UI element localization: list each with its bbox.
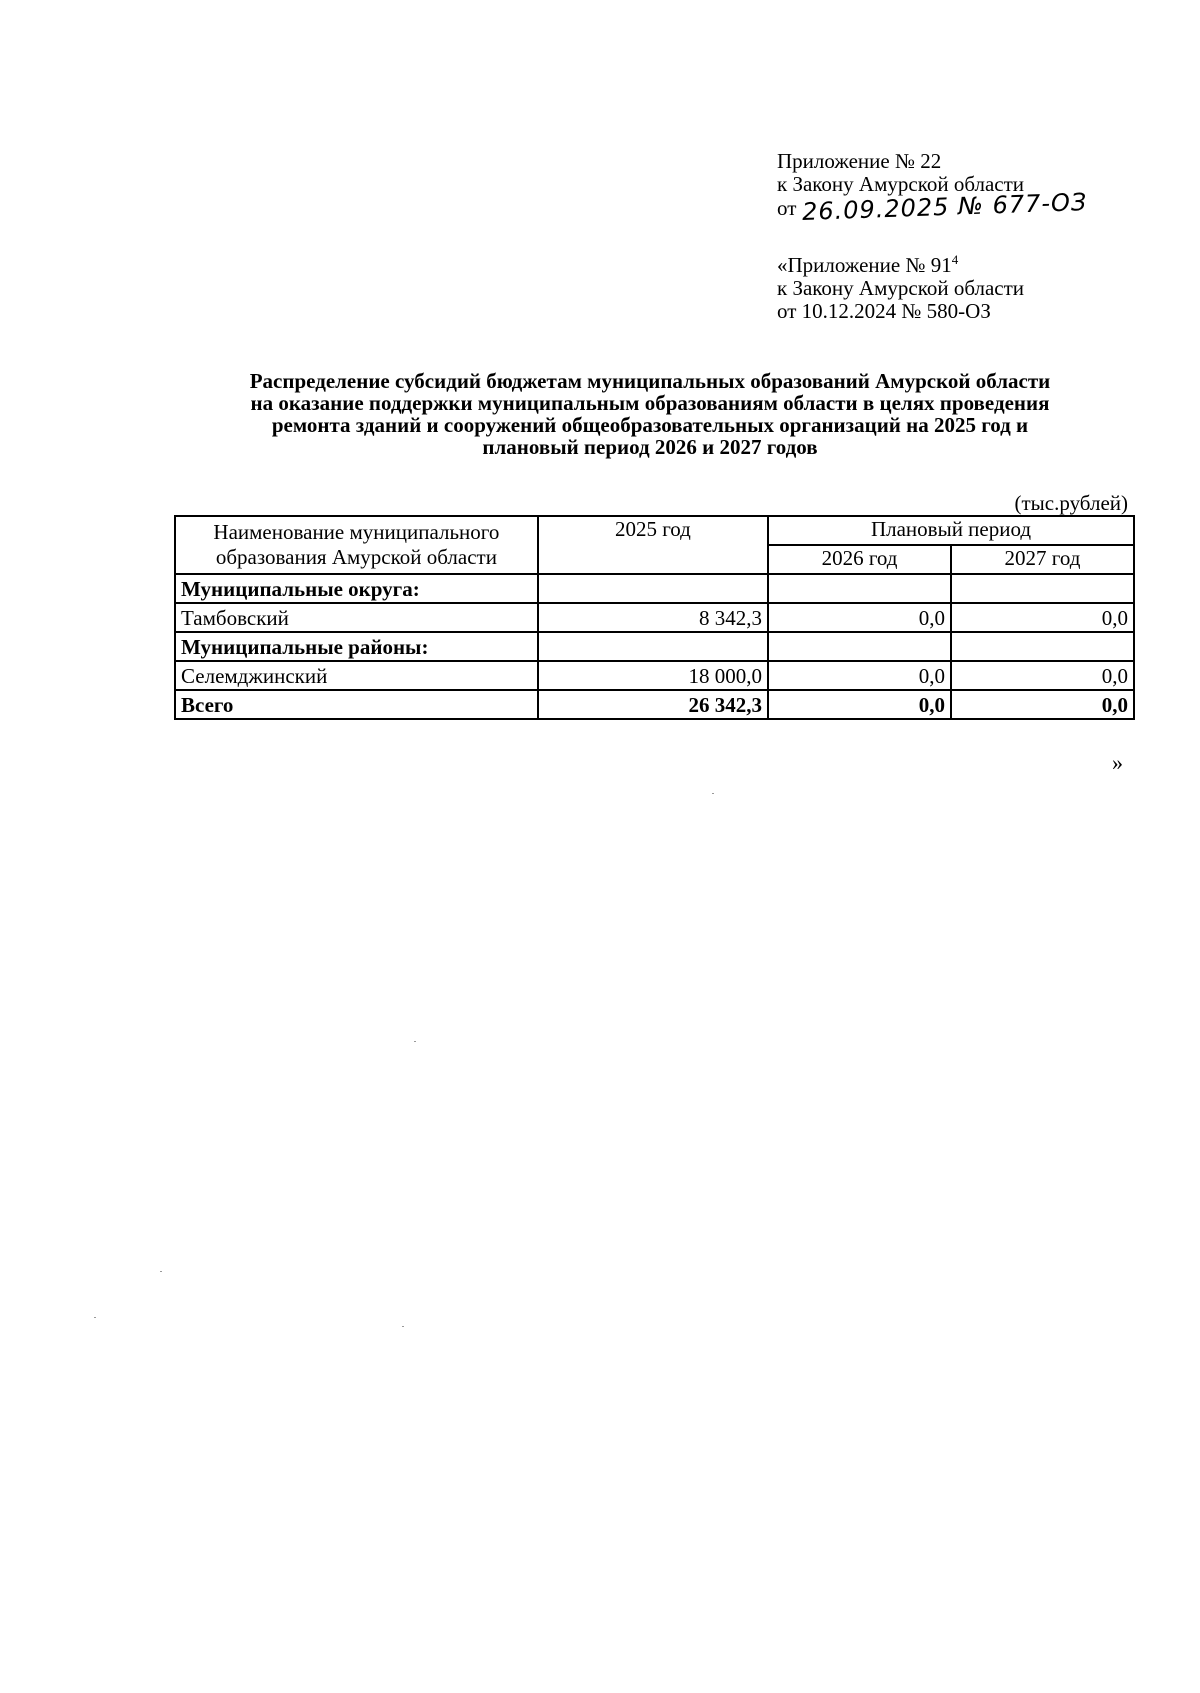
table-row: [175, 661, 1134, 690]
row-name: Муниципальные округа:: [175, 574, 538, 603]
scan-speck: [160, 1271, 162, 1272]
header-year-2025: 2025 год: [538, 516, 768, 574]
units-label: (тыс.рублей): [1014, 491, 1128, 515]
annex-law: к Закону Амурской области: [777, 172, 1025, 196]
row-value-2025: [538, 574, 768, 603]
annex-date-line: [777, 188, 1089, 226]
annex-prev-number-line: [777, 248, 1024, 277]
annex-prev-number: «Приложение № 91: [777, 253, 952, 277]
subsidy-table: [174, 515, 1135, 720]
row-value-2025: 18 000,0: [538, 661, 768, 690]
title-line-2: на оказание поддержки муниципальным образованиям области в целях проведения: [250, 391, 1050, 415]
row-value-2026: [768, 574, 951, 603]
row-name: Тамбовский: [175, 603, 538, 632]
table-header-row-1: [175, 516, 1134, 545]
table-row: [175, 603, 1134, 632]
header-municipality: [175, 516, 538, 574]
total-value-2026: 0,0: [768, 690, 951, 719]
table-row-section: [175, 632, 1134, 661]
annex-prev-superscript: 4: [951, 252, 959, 267]
annex-prev-law: к Закону Амурской области: [777, 276, 1025, 300]
annex-prev-date: от 10.12.2024 № 580-ОЗ: [777, 299, 991, 323]
row-value-2027: [951, 574, 1134, 603]
title-line-3: ремонта зданий и сооружений общеобразовательных организаций на 2025 год и: [271, 413, 1029, 437]
row-value-2026: 0,0: [768, 603, 951, 632]
row-value-2026: 0,0: [768, 661, 951, 690]
annex-date-prefix: от: [777, 196, 797, 220]
scan-speck: [94, 1317, 96, 1318]
document-title: [150, 370, 1150, 458]
title-line-1: Распределение субсидий бюджетам муниципальных образований Амурской области: [249, 369, 1051, 393]
table-row-section: [175, 574, 1134, 603]
title-line-4: плановый период 2026 и 2027 годов: [482, 435, 818, 459]
row-value-2027: 0,0: [951, 661, 1134, 690]
handwritten-date-number: 26.09.2025 № 677-ОЗ: [801, 188, 1089, 226]
header-name-line-2: образования Амурской области: [215, 545, 497, 569]
row-value-2027: 0,0: [951, 603, 1134, 632]
header-planned-period: Плановый период: [768, 516, 1134, 545]
closing-quote: »: [1112, 750, 1123, 775]
total-label: Всего: [175, 690, 538, 719]
row-value-2025: 8 342,3: [538, 603, 768, 632]
annex-number: Приложение № 22: [777, 149, 942, 173]
header-name-line-1: Наименование муниципального: [213, 520, 500, 544]
total-value-2027: 0,0: [951, 690, 1134, 719]
header-year-2027: 2027 год: [951, 545, 1134, 574]
row-name: Муниципальные районы:: [175, 632, 538, 661]
header-year-2026: 2026 год: [768, 545, 951, 574]
scan-speck: [414, 1041, 416, 1042]
row-value-2026: [768, 632, 951, 661]
annex-header: [777, 149, 1089, 226]
annex-previous-header: [777, 248, 1024, 323]
row-value-2025: [538, 632, 768, 661]
row-name: Селемджинский: [175, 661, 538, 690]
row-value-2027: [951, 632, 1134, 661]
table-total-row: [175, 690, 1134, 719]
scan-speck: [712, 793, 714, 794]
total-value-2025: 26 342,3: [538, 690, 768, 719]
scan-speck: [402, 1326, 404, 1327]
